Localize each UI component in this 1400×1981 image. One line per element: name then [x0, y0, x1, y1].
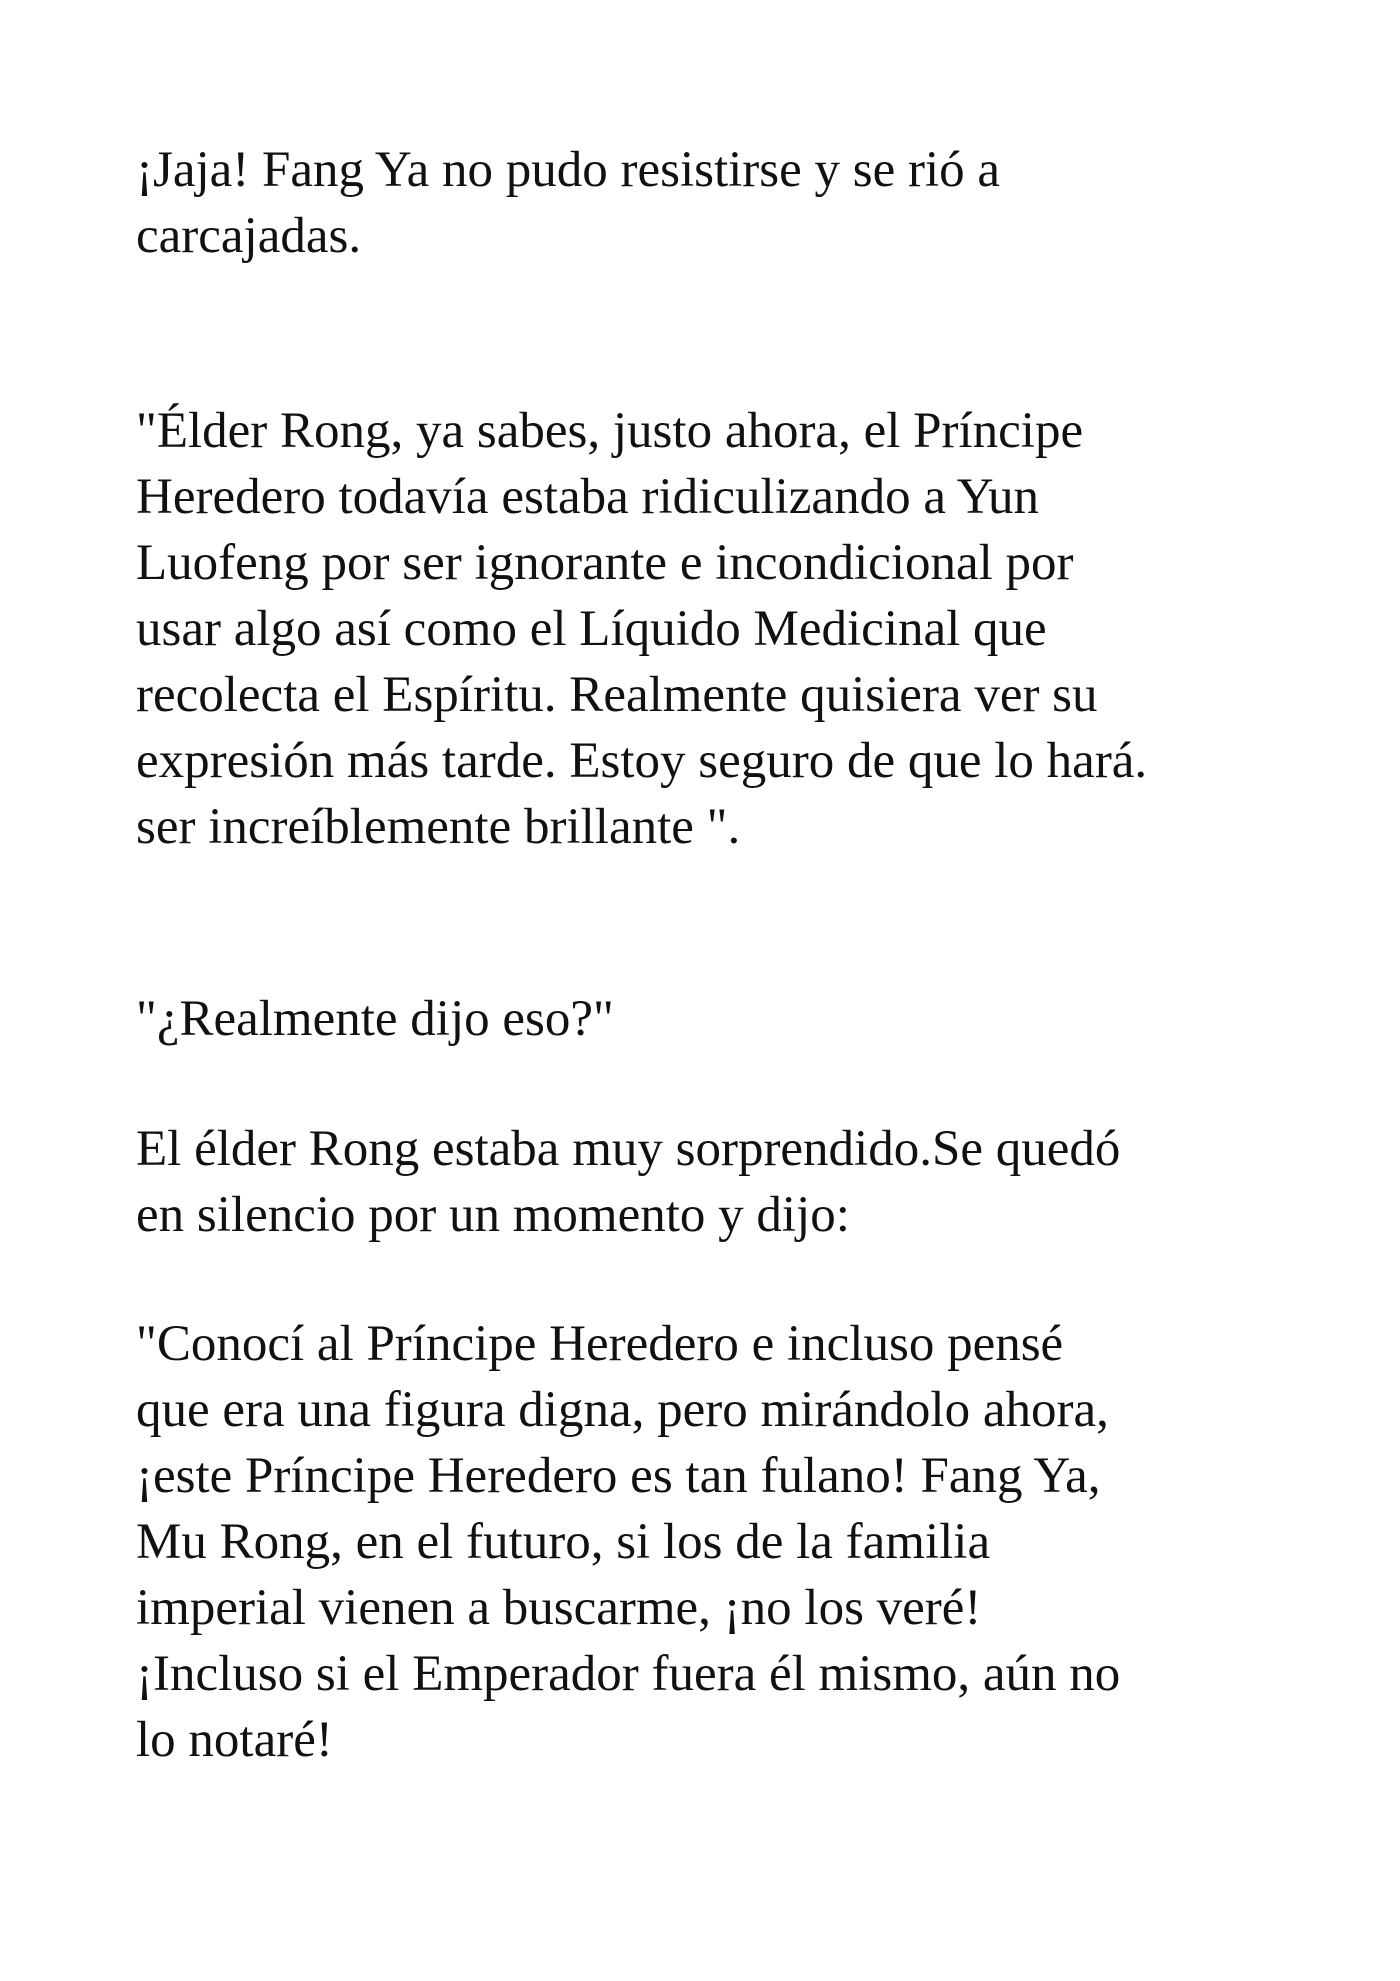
- paragraph-elder-surprised: El élder Rong estaba muy sorprendido.Se quedó en silencio por un momento y dijo:: [136, 1121, 1121, 1243]
- paragraph-fang-ya-quote: "Élder Rong, ya sabes, justo ahora, el Príncipe Heredero todavía estaba ridiculizando a Yun Luofeng por ser ignorante e incondicional por usar algo así como el Líquido Medicinal que recolecta el Espíritu. Realmente quisiera ver su expresión más tarde. Estoy seguro de que lo hará. ser increíblemente brillante ".: [136, 403, 1148, 855]
- paragraph-elder-quote: "Conocí al Príncipe Heredero e incluso pensé que era una figura digna, pero mirándolo ahora, ¡este Príncipe Heredero es tan fulano! Fang Ya, Mu Rong, en el futuro, si los de la familia imperial vienen a buscarme, ¡no los veré! ¡Incluso si el Emperador fuera él mismo, aún no lo notaré!: [136, 1316, 1121, 1768]
- paragraph-question: "¿Realmente dijo eso?": [136, 991, 614, 1047]
- paragraph-laugh: ¡Jaja! Fang Ya no pudo resistirse y se rió a carcajadas.: [136, 142, 1001, 264]
